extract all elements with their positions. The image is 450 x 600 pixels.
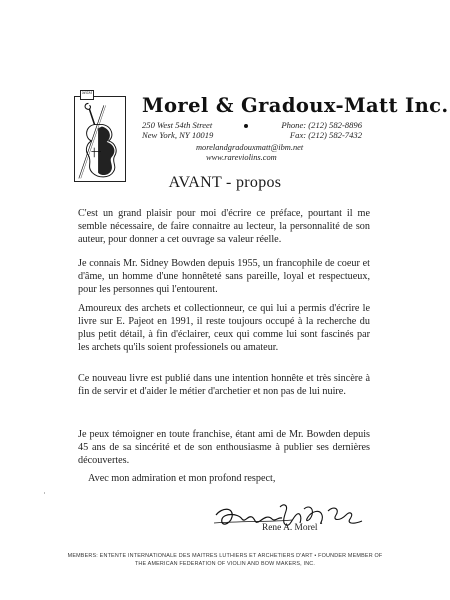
phone-fax (274, 120, 362, 140)
contact-block (196, 143, 303, 163)
paragraph-1: C'est un grand plaisir pour moi d'écrire ce préface, pourtant il me semble nécessaire, de faire connaitre au lecteur, la personnalité de son auteur, pour donner a cet ouvrage sa valeur réelle. (78, 208, 370, 246)
violin-icon (75, 97, 125, 181)
paragraph-2: Je connais Mr. Sidney Bowden depuis 1955, un francophile de coeur et d'âme, un homme d'une honnêteté sans pareille, loyal et respectueux, pour les personnes qui l'entourent. (78, 258, 370, 296)
scan-mark (44, 492, 45, 494)
company-name: Morel & Gradoux-Matt Inc. (142, 94, 449, 117)
footer-line-2: THE AMERICAN FEDERATION OF VIOLIN AND BOW MAKERS, INC. (134, 561, 316, 567)
document-title: AVANT - propos (168, 174, 282, 191)
phone-number: Phone: (212) 582-8896 (281, 120, 362, 130)
address-line-2: New York, NY 10019 (142, 130, 214, 140)
logo-tag (80, 90, 94, 100)
footer-line-1: MEMBERS: ENTENTE INTERNATIONALE DES MAITRES LUTHIERS ET ARCHETIERS D'ART • FOUNDER MEMBER OF (67, 553, 383, 559)
email-address[interactable]: morelandgradouxmatt@ibm.net (196, 143, 304, 152)
address-line-1: 250 West 54th Street (142, 120, 213, 130)
paragraph-3: Amoureux des archets et collectionneur, ce qui lui a permis d'écrire le livre sur E. Pajeot en 1991, il reste toujours occupé à la recherche du plus petit détail, à fin d'éclairer, ceux qui comme lui sont fascinés par les archets qu'ils soient professionels ou amateur. (78, 303, 370, 354)
paragraph-4: Ce nouveau livre est publié dans une intention honnête et très sincère à fin de servir et d'aider le métier d'archetier et non pas de lui nuire. (78, 373, 370, 398)
signer-name: Rene A. Morel (262, 523, 318, 533)
closing-line: Avec mon admiration et mon profond respect, (88, 473, 276, 484)
bullet-dot-icon (244, 124, 248, 128)
paragraph-5: Je peux témoigner en toute franchise, étant ami de Mr. Bowden depuis 45 ans de sa sincérité et de son enthousiasme à publier ses dernières découvertes. (78, 429, 370, 467)
footer-memberships (18, 552, 432, 568)
violin-logo (74, 96, 126, 182)
street-address (142, 120, 213, 140)
website-link[interactable]: www.rareviolins.com (206, 153, 277, 162)
fax-number: Fax: (212) 582-7432 (289, 130, 362, 140)
logo-tag-text: MGM (82, 91, 92, 95)
